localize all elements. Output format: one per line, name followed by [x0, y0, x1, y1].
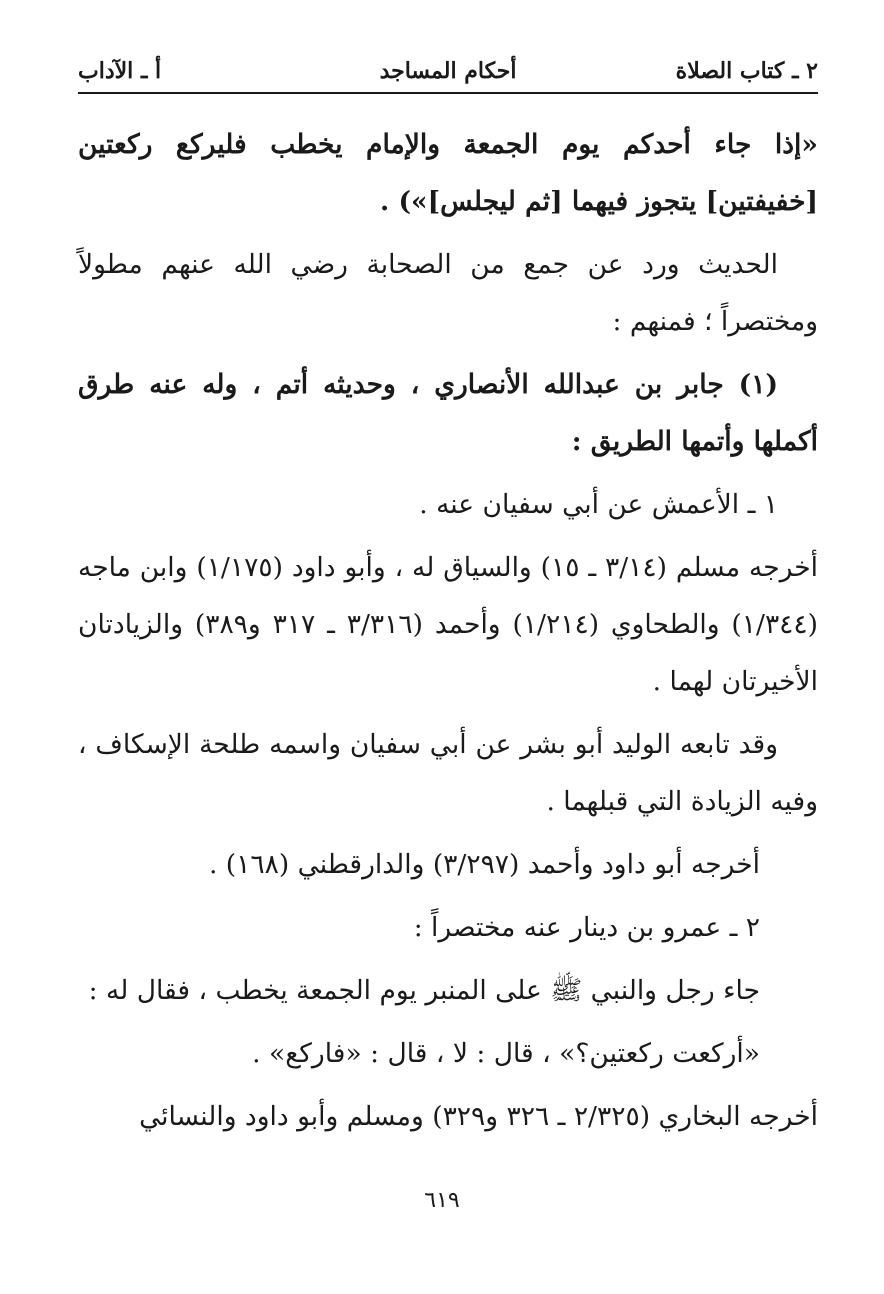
- page-content: [78, 50, 818, 1151]
- paragraph-hadith-text: جاء رجل والنبي ﷺ على المنبر يوم الجمعة يخطب ، فقال له :: [88, 975, 760, 1006]
- paragraph-mutaba: وقد تابعه الوليد أبو بشر عن أبي سفيان واسمه طلحة الإسكاف ، وفيه الزيادة التي قبلهما .: [78, 729, 818, 817]
- running-header: [78, 50, 818, 94]
- paragraph-intro: الحديث ورد عن جمع من الصحابة رضي الله عنهم مطولاً ومختصراً ؛ فمنهم :: [78, 249, 818, 337]
- paragraph-dialogue: «أركعت ركعتين؟» ، قال : لا ، قال : «فاركع» .: [252, 1038, 760, 1069]
- header-chapter-title: أحكام المساجد: [379, 58, 517, 84]
- paragraph-takhrij-1: أخرجه مسلم (٣/١٤ ـ ١٥) والسياق له ، وأبو داود (١/١٧٥) وابن ماجه (١/٣٤٤) والطحاوي (١/٢١٤) وأحمد (٣/٣١٦ ـ ٣١٧ و٣٨٩) والزيادتان الأخيرتان لهما .: [78, 552, 818, 697]
- main-text: [78, 116, 818, 1145]
- paragraph-narrator-jabir: (١) جابر بن عبدالله الأنصاري ، وحديثه أتم ، وله عنه طرق أكملها وأتمها الطريق :: [78, 369, 818, 457]
- hadith-quote: «إذا جاء أحدكم يوم الجمعة والإمام يخطب فليركع ركعتين [خفيفتين] يتجوز فيهما [ثم ليجلس]») .: [78, 129, 818, 217]
- paragraph-route-1: ١ ـ الأعمش عن أبي سفيان عنه .: [419, 489, 778, 520]
- paragraph-takhrij-2: أخرجه أبو داود وأحمد (٣/٢٩٧) والدارقطني (١٦٨) .: [208, 849, 760, 880]
- paragraph-takhrij-3: أخرجه البخاري (٢/٣٢٥ ـ ٣٢٦ و٣٢٩) ومسلم وأبو داود والنسائي: [139, 1101, 818, 1132]
- page-number: ٦١٩: [424, 1188, 460, 1213]
- header-section-title: أ ـ الآداب: [78, 58, 162, 84]
- paragraph-route-2: ٢ ـ عمرو بن دينار عنه مختصراً :: [413, 912, 760, 943]
- header-book-title: ٢ ـ كتاب الصلاة: [675, 58, 818, 84]
